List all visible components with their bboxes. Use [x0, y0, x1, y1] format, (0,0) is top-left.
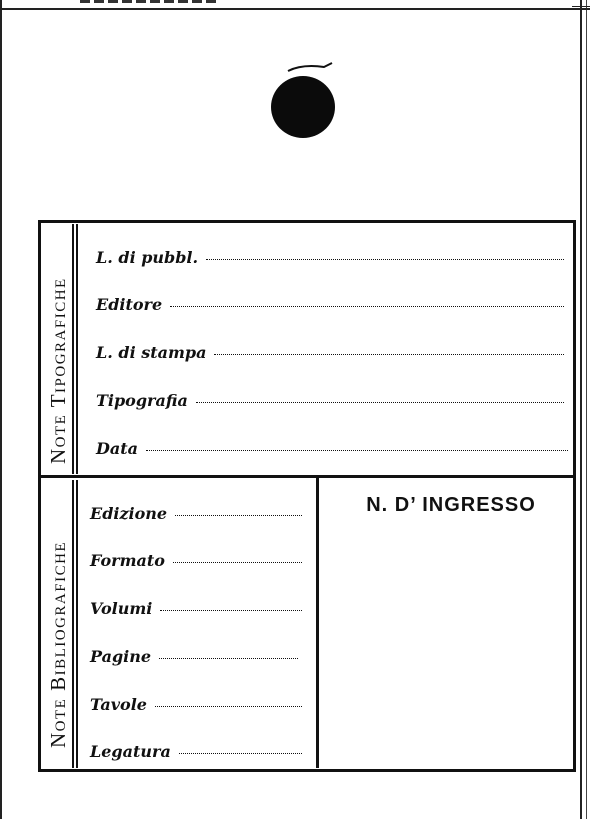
field-row-formato: [90, 551, 302, 570]
corner-tick: [572, 6, 590, 7]
field-label: Tavole: [90, 695, 147, 714]
field-dotted-line[interactable]: [159, 657, 298, 659]
numero-ingresso-label: N. D’ INGRESSO: [366, 494, 536, 516]
field-dotted-line[interactable]: [175, 514, 302, 516]
section-divider: [38, 475, 576, 478]
field-row-data: [96, 439, 568, 458]
field-row-volumi: [90, 599, 302, 618]
bibliografiche-side: [40, 480, 76, 770]
field-label: Data: [96, 439, 138, 458]
field-label: Editore: [96, 295, 163, 314]
field-dotted-line[interactable]: [146, 449, 568, 451]
tipografiche-rule-inner: [76, 224, 78, 474]
tipografiche-rule: [72, 224, 74, 474]
bibliografiche-title: Note Bibliografiche: [46, 540, 70, 748]
page-edge-top: [0, 8, 590, 10]
punch-hole-mark: [286, 62, 334, 74]
field-row-luogo-pubblicazione: [96, 248, 564, 267]
field-row-edizione: [90, 504, 302, 523]
bibliografiche-rule-inner: [76, 480, 78, 768]
field-label: Legatura: [90, 742, 171, 761]
punch-hole: [271, 76, 335, 138]
field-dotted-line[interactable]: [179, 752, 302, 754]
field-dotted-line[interactable]: [155, 705, 302, 707]
page-edge-right-inner: [586, 0, 587, 819]
ingresso-divider: [316, 478, 319, 768]
field-dotted-line[interactable]: [173, 561, 302, 563]
page-edge-left: [0, 0, 2, 819]
field-row-editore: [96, 295, 564, 314]
field-row-tipografia: [96, 391, 564, 410]
field-label: Volumi: [90, 599, 153, 618]
field-row-legatura: [90, 742, 302, 761]
field-label: Pagine: [90, 647, 152, 666]
field-dotted-line[interactable]: [214, 353, 564, 355]
field-dotted-line[interactable]: [206, 258, 564, 260]
tipografiche-side: [40, 224, 76, 474]
field-row-pagine: [90, 647, 298, 666]
top-scrap-mark: [80, 0, 220, 3]
field-row-tavole: [90, 695, 302, 714]
field-label: Formato: [90, 551, 165, 570]
page-edge-right: [580, 0, 582, 819]
field-label: L. di pubbl.: [96, 248, 199, 267]
field-dotted-line[interactable]: [170, 305, 564, 307]
field-row-luogo-stampa: [96, 343, 564, 362]
field-dotted-line[interactable]: [196, 401, 564, 403]
bibliografiche-rule: [72, 480, 74, 768]
tipografiche-title: Note Tipografiche: [46, 277, 70, 464]
field-label: Tipografia: [96, 391, 188, 410]
field-label: L. di stampa: [96, 343, 207, 362]
field-label: Edizione: [90, 504, 168, 523]
field-dotted-line[interactable]: [160, 609, 302, 611]
